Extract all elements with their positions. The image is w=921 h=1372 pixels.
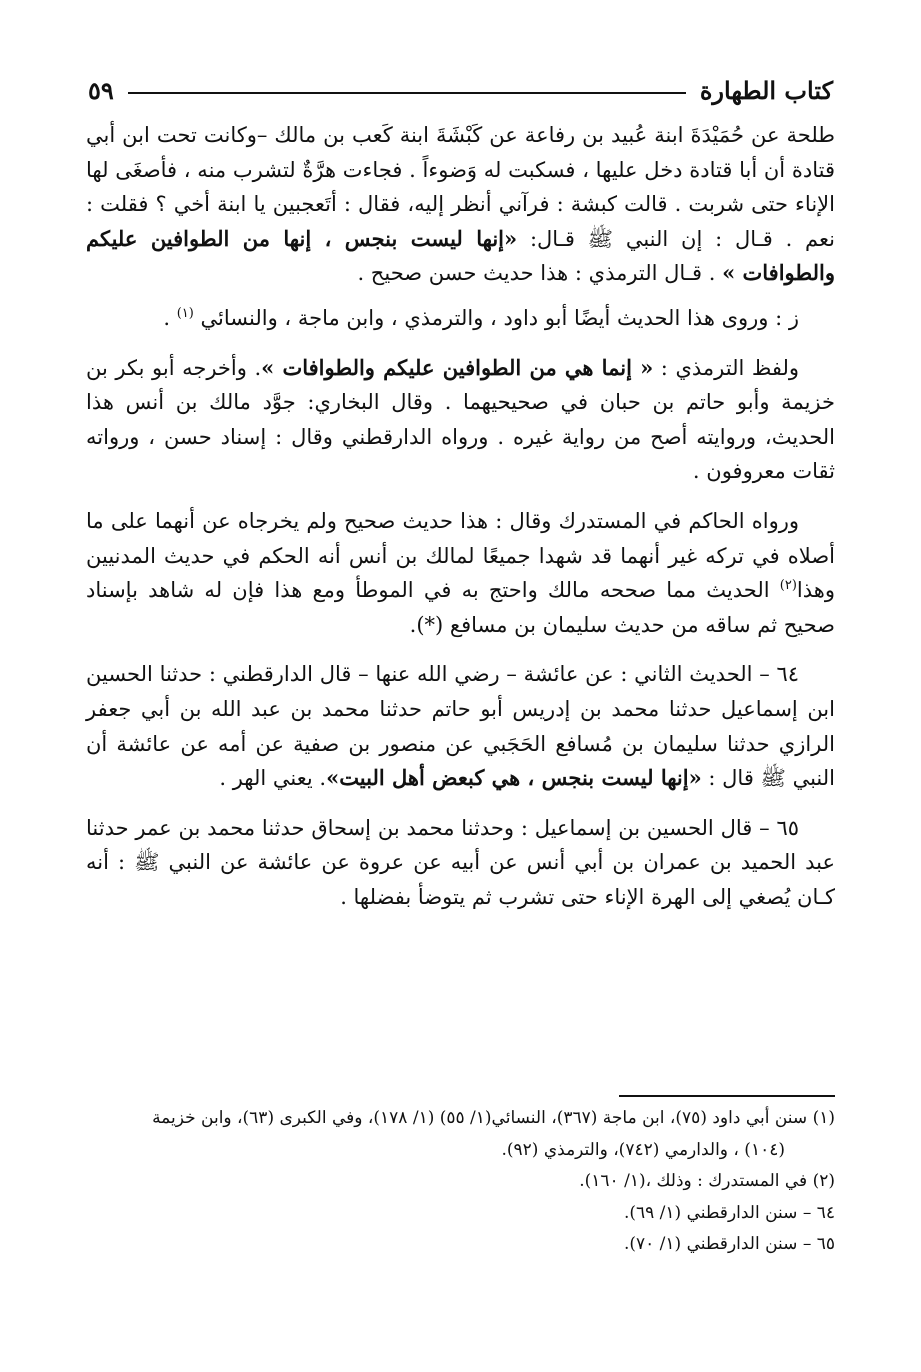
paragraph-tirmidhi-wording: ولفظ الترمذي : « إنما هي من الطوافين عليكم والطوافات ». وأخرجه أبو بكر بن خزيمة وأبو حاتم بن حبان في صحيحيهما . وقال البخاري: جوَّد مالك بن أنس هذا الحديث، وروايته أصح من رواية غيره . ورواه الدارقطني وقال : إسناد حسن ، ورواته ثقات معروفون . xyxy=(86,354,835,484)
footnote-marker-1: (١) xyxy=(176,305,194,321)
paragraph-hakim: ورواه الحاكم في المستدرك وقال : هذا حديث صحيح ولم يخرجاه عن أنهما على ما أصلاه في تركه غير أنهما قد شهدا جميعًا لمالك بن أنس أنه الحكم في حديث المدنيين وهذا$^{(٢)}$ الحديث مما صححه مالك واحتج به في الموطأ ومع هذا فإن له شاهد بإسناد صحيح ثم ساقه من حديث سليمان بن مسافع (*). xyxy=(86,508,835,637)
footnote-1: (١) سنن أبي داود (٧٥)، ابن ماجة (٣٦٧)، النسائي(١/ ٥٥) (١/ ١٧٨)، وفي الكبرى (٦٣)، وابن خزيمة xyxy=(152,1108,835,1128)
paragraph-additional-narrators: ز : وروى هذا الحديث أيضًا أبو داود ، والترمذي ، وابن ماجة ، والنسائي $^{(١)}$ . xyxy=(163,305,799,330)
footnote-marker-2: (٢) xyxy=(779,578,797,594)
footnote-1-continuation: (١٠٤) ، والدارمي (٧٤٢)، والترمذي (٩٢). xyxy=(501,1139,785,1160)
footnote-2: (٢) في المستدرك : وذلك ،(١/ ١٦٠). xyxy=(579,1171,835,1191)
main-text xyxy=(86,118,835,929)
footnote-separator xyxy=(619,1095,835,1097)
hadith-quote: «إنها ليست بنجس ، إنها من الطوافين عليكم والطوافات » xyxy=(86,225,835,286)
paragraph-hadith-65: ٦٥ – قال الحسين بن إسماعيل : وحدثنا محمد بن إسحاق حدثنا محمد بن عمر حدثنا عبد الحميد بن عمران بن أبي أنس عن أبيه عن عروة عن عائشة عن النبي ﷺ : أنه كـان يُصغي إلى الهرة الإناء حتى تشرب ثم يتوضأ بفضلها . xyxy=(86,815,835,909)
page-header xyxy=(88,72,833,108)
paragraph-hadith-continuation: طلحة عن حُمَيْدَةَ ابنة عُبيد بن رفاعة عن كَبْشَةَ ابنة كَعب بن مالك –وكانت تحت ابن أبي قتادة أن أبا قتادة دخل عليها ، فسكبت له وَضوءاً . فجاءت هرَّةٌ لتشرب منه ، فأصغَى لها الإناء حتى شربت . قالت كبشة : فرآني أنظر إليه، فقال : أتَعجبين يا ابنة أخي ؟ فقلت : نعم . قـال : إن النبي ﷺ قـال: «إنها ليست بنجس ، إنها من الطوافين عليكم والطوافات » . قـال الترمذي : هذا حديث حسن صحيح . xyxy=(86,123,835,286)
paragraph-hadith-64: ٦٤ – الحديث الثاني : عن عائشة – رضي الله عنها – قال الدارقطني : حدثنا الحسين ابن إسماعيل حدثنا محمد بن إدريس أبو حاتم حدثنا محمد بن عبد الله بن أبي جعفر الرازي حدثنا سليمان بن مُسافع الحَجَبي عن منصور بن صفية عن أمه عن عائشة أن النبي ﷺ قال : «إنها ليست بنجس ، هي كبعض أهل البيت». يعني الهر . xyxy=(86,662,835,791)
hadith-quote: «إنها ليست بنجس ، هي كبعض أهل البيت» xyxy=(326,765,702,791)
header-rule xyxy=(128,92,686,94)
footnote-64: ٦٤ – سنن الدارقطني (١/ ٦٩). xyxy=(623,1202,835,1223)
hadith-quote: « إنما هي من الطوافين عليكم والطوافات » xyxy=(261,354,654,380)
page-number: ٥٩ xyxy=(88,75,114,105)
running-title: كتاب الطهارة xyxy=(699,75,833,105)
footnotes xyxy=(86,1103,835,1261)
footnote-65: ٦٥ – سنن الدارقطني (١/ ٧٠). xyxy=(623,1234,835,1254)
